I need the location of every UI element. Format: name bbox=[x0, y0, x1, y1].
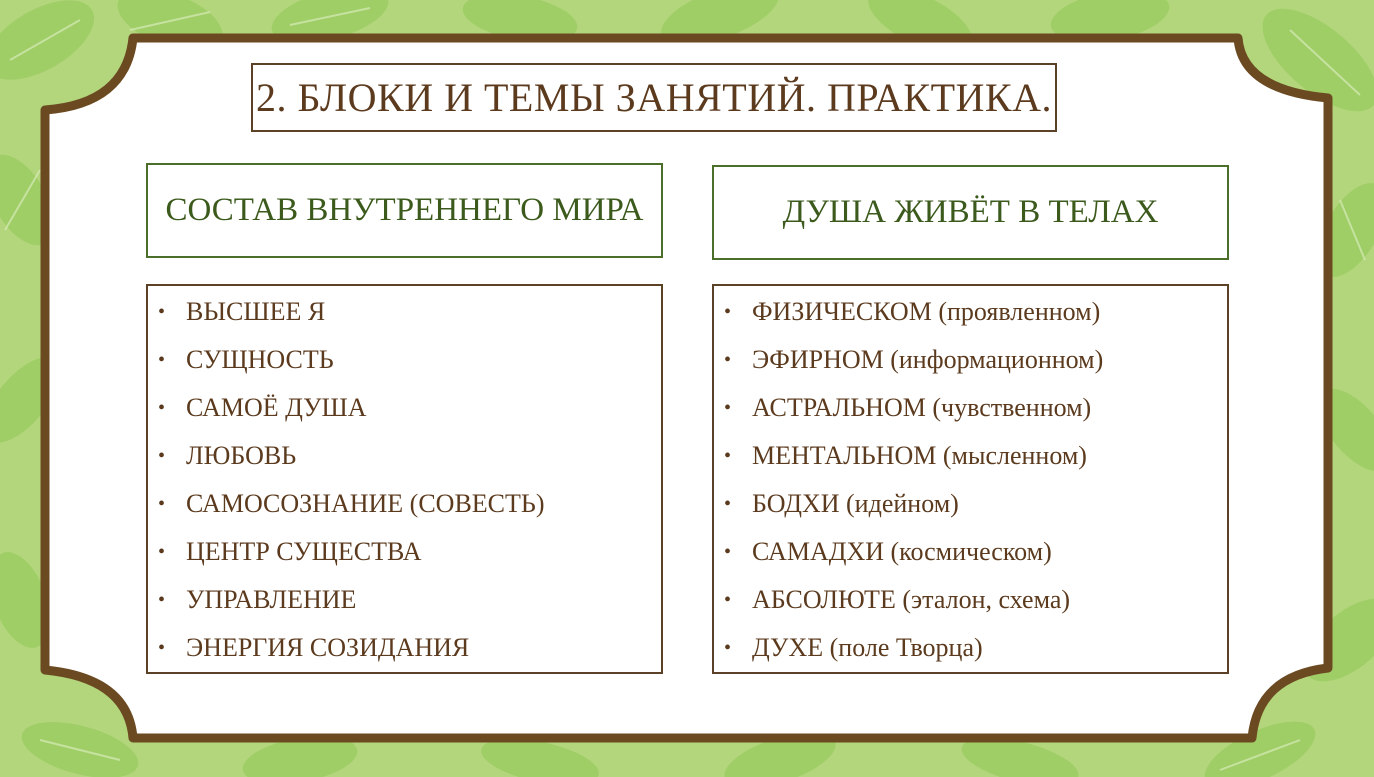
left-column-header bbox=[146, 163, 663, 258]
list-item bbox=[714, 576, 1227, 624]
list-item-text: ФИЗИЧЕСКОМ (проявленном) bbox=[752, 297, 1101, 326]
left-column-header-text: СОСТАВ ВНУТРЕННЕГО МИРА bbox=[165, 192, 644, 228]
list-item-text: САМОЁ ДУША bbox=[186, 393, 367, 422]
list-item bbox=[148, 528, 661, 576]
right-column-list bbox=[712, 284, 1229, 674]
bullet-icon: • bbox=[724, 588, 732, 611]
bullet-icon: • bbox=[158, 492, 166, 515]
list-item-text: АБСОЛЮТЕ (эталон, схема) bbox=[752, 585, 1071, 614]
left-column-list bbox=[146, 284, 663, 674]
bullet-icon: • bbox=[724, 492, 732, 515]
slide-title-text: 2. БЛОКИ И ТЕМЫ ЗАНЯТИЙ. ПРАКТИКА. bbox=[256, 75, 1052, 120]
list-item bbox=[148, 384, 661, 432]
list-item bbox=[714, 288, 1227, 336]
list-item-text: ЭФИРНОМ (информационном) bbox=[752, 345, 1104, 374]
list-item-text: САМОСОЗНАНИЕ (СОВЕСТЬ) bbox=[186, 489, 545, 518]
bullet-icon: • bbox=[158, 348, 166, 371]
list-item bbox=[714, 528, 1227, 576]
list-item bbox=[148, 288, 661, 336]
list-item bbox=[714, 384, 1227, 432]
bullet-icon: • bbox=[158, 444, 166, 467]
list-item-text: БОДХИ (идейном) bbox=[752, 489, 959, 518]
list-item bbox=[714, 624, 1227, 672]
bullet-icon: • bbox=[724, 348, 732, 371]
list-item-text: ЭНЕРГИЯ СОЗИДАНИЯ bbox=[186, 633, 470, 662]
list-item bbox=[148, 480, 661, 528]
bullet-icon: • bbox=[724, 396, 732, 419]
right-column-header bbox=[712, 165, 1229, 260]
right-column-header-text: ДУША ЖИВЁТ В ТЕЛАХ bbox=[782, 194, 1159, 230]
list-item-text: ЛЮБОВЬ bbox=[186, 441, 297, 470]
bullet-icon: • bbox=[158, 396, 166, 419]
list-item-text: ДУХЕ (поле Творца) bbox=[752, 633, 983, 662]
list-item-text: УПРАВЛЕНИЕ bbox=[186, 585, 357, 614]
list-item bbox=[714, 480, 1227, 528]
list-item-text: ВЫСШЕЕ Я bbox=[186, 297, 326, 326]
slide-title bbox=[251, 63, 1057, 132]
bullet-icon: • bbox=[724, 636, 732, 659]
list-item bbox=[714, 432, 1227, 480]
bullet-icon: • bbox=[724, 300, 732, 323]
list-item bbox=[714, 336, 1227, 384]
list-item-text: АСТРАЛЬНОМ (чувственном) bbox=[752, 393, 1092, 422]
bullet-icon: • bbox=[724, 540, 732, 563]
bullet-icon: • bbox=[158, 540, 166, 563]
list-item bbox=[148, 624, 661, 672]
list-item bbox=[148, 432, 661, 480]
list-item bbox=[148, 336, 661, 384]
list-item bbox=[148, 576, 661, 624]
list-item-text: САМАДХИ (космическом) bbox=[752, 537, 1052, 566]
bullet-icon: • bbox=[158, 588, 166, 611]
list-item-text: ЦЕНТР СУЩЕСТВА bbox=[186, 537, 422, 566]
bullet-icon: • bbox=[724, 444, 732, 467]
bullet-icon: • bbox=[158, 636, 166, 659]
list-item-text: СУЩНОСТЬ bbox=[186, 345, 334, 374]
bullet-icon: • bbox=[158, 300, 166, 323]
list-item-text: МЕНТАЛЬНОМ (мысленном) bbox=[752, 441, 1087, 470]
